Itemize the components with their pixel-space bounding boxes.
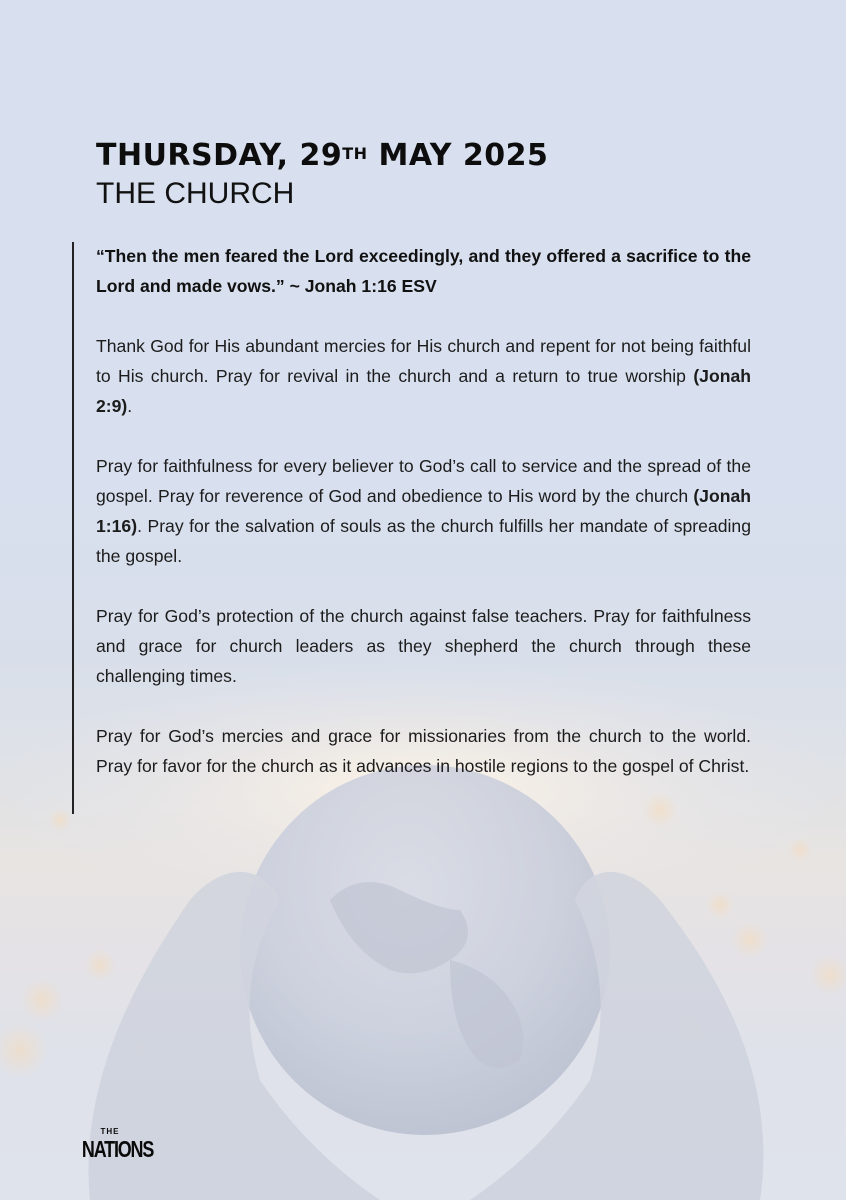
scripture-reference: (Jonah 2:9) [96, 366, 751, 416]
prayer-paragraph-3: Pray for God’s protection of the church against false teachers. Pray for faithfulness and grace for church leaders as they shepherd the church through these challenging times. [96, 606, 751, 686]
logo-small-text: THE [100, 1127, 120, 1136]
prayer-paragraph-4: Pray for God’s mercies and grace for missionaries from the church to the world. Pray for favor for the church as it advances in hostile regions to the gospel of Christ. [96, 726, 751, 776]
vertical-rule [72, 242, 74, 814]
logo-main-text: NATIONS [81, 1136, 154, 1162]
prayer-paragraph-2: Pray for faithfulness for every believer to God’s call to service and the spread of the gospel. Pray for reverence of God and obedience to His word by the church (Jonah 1:16). Pray for the salvation of souls as the church fulfills her mandate of spreading the gospel. [96, 456, 751, 566]
topic-title: THE CHURCH [96, 177, 295, 210]
prayer-paragraph-1: Thank God for His abundant mercies for His church and repent for not being faithful to His church. Pray for revival in the church and a return to true worship (Jonah 2:9). [96, 336, 751, 416]
page-heading [96, 138, 756, 212]
scripture-reference: (Jonah 1:16) [96, 486, 751, 536]
date-month-year: MAY 2025 [367, 138, 549, 173]
the-nations-logo [74, 1127, 154, 1162]
date-ordinal-suffix: TH [342, 144, 368, 163]
date-day: THURSDAY, 29 [96, 138, 343, 173]
scripture-quote: “Then the men feared the Lord exceedingly, and they offered a sacrifice to the Lord and made vows.” ~ Jonah 1:16 ESV [96, 246, 751, 296]
body-text [96, 241, 751, 811]
date-title [96, 138, 756, 174]
